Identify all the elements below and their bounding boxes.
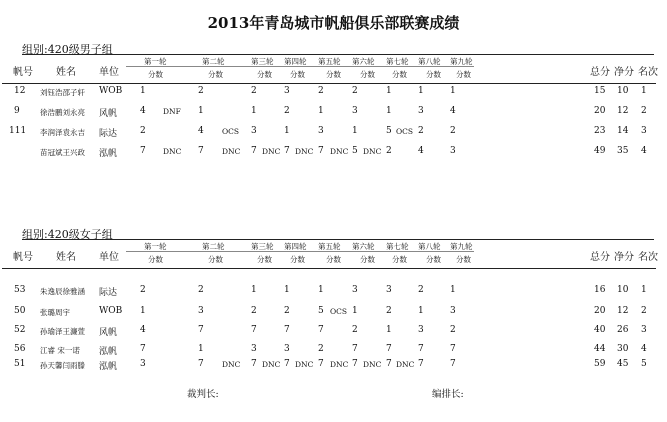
round-8-score: 4	[418, 146, 424, 156]
sailor-names: 徐浩鹏刘永亮	[40, 108, 85, 117]
rank: 5	[641, 359, 647, 369]
round-3-score: 2	[251, 86, 257, 96]
club-unit: 际达	[99, 288, 118, 298]
round-header: 第九轮	[450, 242, 473, 251]
round-4-score: 3	[284, 86, 290, 96]
col-header-total: 总分	[590, 67, 610, 78]
sailor-names: 张璐周宇	[40, 308, 70, 317]
total-score: 20	[594, 106, 606, 116]
round-4-score: 1	[284, 126, 290, 136]
club-unit: WOB	[99, 306, 123, 316]
round-9-score: 3	[450, 146, 456, 156]
round-1-score: 3	[140, 359, 146, 369]
round-2-score: 7	[198, 325, 204, 335]
round-score-label: 分数	[392, 70, 407, 79]
total-score: 49	[594, 146, 606, 156]
sail-number: 52	[14, 325, 26, 335]
group-label: 组别:420级女子组	[22, 228, 113, 241]
round-4-score: 7	[284, 359, 290, 369]
page-title: 2013年青岛城市帆船俱乐部联赛成绩	[207, 14, 460, 32]
sailor-names: 苗冠斌王兴政	[40, 148, 85, 157]
round-6-note: DNC	[363, 147, 382, 156]
round-header: 第三轮	[251, 57, 274, 66]
round-2-score: 7	[198, 359, 204, 369]
round-score-label: 分数	[257, 255, 272, 264]
round-6-score: 2	[352, 325, 358, 335]
round-header: 第五轮	[318, 242, 341, 251]
round-9-score: 2	[450, 126, 456, 136]
round-header: 第八轮	[418, 242, 441, 251]
rank: 3	[641, 325, 647, 335]
round-4-score: 7	[284, 146, 290, 156]
round-header: 第一轮	[144, 242, 167, 251]
round-header: 第六轮	[352, 242, 375, 251]
round-8-score: 1	[418, 86, 424, 96]
round-6-note: DNC	[363, 360, 382, 369]
round-2-score: 1	[198, 344, 204, 354]
sailor-names: 朱逸辰徐雅涵	[40, 287, 85, 296]
round-2-score: 4	[198, 126, 204, 136]
round-score-label: 分数	[148, 255, 163, 264]
round-8-score: 7	[418, 344, 424, 354]
round-9-score: 1	[450, 86, 456, 96]
rank: 4	[641, 146, 647, 156]
round-2-score: 1	[198, 106, 204, 116]
round-6-score: 3	[352, 106, 358, 116]
col-header-sail-no: 帆号	[13, 252, 33, 263]
net-score: 14	[617, 126, 629, 136]
total-score: 15	[594, 86, 606, 96]
round-9-score: 4	[450, 106, 456, 116]
rank: 2	[641, 106, 647, 116]
sail-number: 12	[14, 86, 26, 96]
round-8-score: 1	[418, 306, 424, 316]
col-header-unit: 单位	[99, 252, 119, 263]
round-7-score: 2	[386, 306, 392, 316]
round-score-label: 分数	[360, 70, 375, 79]
round-score-label: 分数	[208, 255, 223, 264]
sailor-names: 孙瑜泽王濂萱	[40, 327, 85, 336]
round-3-score: 2	[251, 306, 257, 316]
total-score: 44	[594, 344, 606, 354]
col-header-total: 总分	[590, 252, 610, 263]
round-header: 第九轮	[450, 57, 473, 66]
total-score: 20	[594, 306, 606, 316]
round-5-score: 1	[318, 285, 324, 295]
round-6-score: 7	[352, 359, 358, 369]
net-score: 10	[617, 285, 629, 295]
round-6-score: 3	[352, 285, 358, 295]
total-score: 23	[594, 126, 606, 136]
club-unit: 泓帆	[99, 347, 118, 357]
round-2-score: 7	[198, 146, 204, 156]
round-3-score: 3	[251, 344, 257, 354]
round-8-score: 2	[418, 285, 424, 295]
rank: 3	[641, 126, 647, 136]
round-5-score: 7	[318, 325, 324, 335]
col-header-net: 净分	[614, 67, 634, 78]
round-7-score: 5	[386, 126, 392, 136]
referee-label: 裁判长:	[187, 389, 219, 400]
rank: 4	[641, 344, 647, 354]
round-2-note: OCS	[222, 127, 240, 136]
round-3-score: 1	[251, 106, 257, 116]
round-9-score: 1	[450, 285, 456, 295]
sailor-names: 江睿 宋一诺	[40, 346, 80, 355]
net-score: 45	[617, 359, 629, 369]
round-header: 第五轮	[318, 57, 341, 66]
club-unit: WOB	[99, 86, 123, 96]
round-3-score: 7	[251, 325, 257, 335]
round-score-label: 分数	[392, 255, 407, 264]
round-score-label: 分数	[456, 70, 471, 79]
round-2-score: 3	[198, 306, 204, 316]
round-score-label: 分数	[360, 255, 375, 264]
round-7-score: 1	[386, 325, 392, 335]
round-header: 第七轮	[386, 242, 409, 251]
round-4-score: 3	[284, 344, 290, 354]
total-score: 16	[594, 285, 606, 295]
round-2-score: 2	[198, 86, 204, 96]
round-score-label: 分数	[148, 70, 163, 79]
round-6-score: 5	[352, 146, 358, 156]
sailor-names: 刘钰浩邵子轩	[40, 88, 85, 97]
col-header-name: 姓名	[56, 67, 76, 78]
round-2-note: DNC	[222, 360, 241, 369]
scheduler-label: 编排长:	[432, 389, 464, 400]
round-1-score: 1	[140, 86, 146, 96]
round-5-score: 2	[318, 344, 324, 354]
round-5-score: 2	[318, 86, 324, 96]
round-7-score: 3	[386, 285, 392, 295]
round-score-label: 分数	[456, 255, 471, 264]
round-score-label: 分数	[290, 255, 305, 264]
round-7-score: 7	[386, 344, 392, 354]
round-score-label: 分数	[290, 70, 305, 79]
round-header: 第四轮	[284, 57, 307, 66]
net-score: 12	[617, 106, 629, 116]
round-6-score: 2	[352, 86, 358, 96]
round-5-note: DNC	[330, 147, 349, 156]
round-1-note: DNF	[163, 107, 181, 116]
group-rule	[22, 239, 654, 240]
round-header-rule	[126, 66, 474, 67]
round-9-score: 3	[450, 306, 456, 316]
round-8-score: 3	[418, 106, 424, 116]
group-label: 组别:420级男子组	[22, 43, 113, 56]
round-4-score: 2	[284, 306, 290, 316]
round-7-score: 7	[386, 359, 392, 369]
round-header: 第二轮	[202, 242, 225, 251]
round-score-label: 分数	[326, 255, 341, 264]
round-5-score: 1	[318, 106, 324, 116]
round-5-score: 7	[318, 359, 324, 369]
round-6-score: 1	[352, 306, 358, 316]
round-8-score: 7	[418, 359, 424, 369]
round-1-score: 7	[140, 344, 146, 354]
round-score-label: 分数	[426, 70, 441, 79]
net-score: 10	[617, 86, 629, 96]
sail-number: 56	[14, 344, 26, 354]
round-header-rule	[126, 251, 474, 252]
round-5-score: 5	[318, 306, 324, 316]
sailor-names: 孙天馨闫雨滕	[40, 361, 85, 370]
rank: 2	[641, 306, 647, 316]
sail-number: 111	[9, 126, 27, 136]
sail-number: 53	[14, 285, 26, 295]
round-4-note: DNC	[295, 360, 314, 369]
round-7-note: OCS	[396, 127, 414, 136]
round-header: 第六轮	[352, 57, 375, 66]
round-1-score: 1	[140, 306, 146, 316]
sail-number: 50	[14, 306, 26, 316]
round-5-note: DNC	[330, 360, 349, 369]
round-9-score: 7	[450, 359, 456, 369]
round-1-score: 4	[140, 325, 146, 335]
total-score: 40	[594, 325, 606, 335]
club-unit: 际达	[99, 129, 118, 139]
round-3-note: DNC	[262, 360, 281, 369]
round-7-score: 1	[386, 86, 392, 96]
club-unit: 风帆	[99, 109, 118, 119]
round-6-score: 1	[352, 126, 358, 136]
round-header: 第二轮	[202, 57, 225, 66]
round-4-score: 2	[284, 106, 290, 116]
col-header-rank: 名次	[638, 252, 658, 263]
round-score-label: 分数	[257, 70, 272, 79]
sail-number: 51	[14, 359, 26, 369]
round-9-score: 7	[450, 344, 456, 354]
round-3-score: 1	[251, 285, 257, 295]
round-1-score: 4	[140, 106, 146, 116]
round-header: 第一轮	[144, 57, 167, 66]
group-rule	[22, 54, 654, 55]
club-unit: 风帆	[99, 328, 118, 338]
round-header: 第八轮	[418, 57, 441, 66]
round-1-score: 2	[140, 285, 146, 295]
round-score-label: 分数	[326, 70, 341, 79]
sail-number: 9	[14, 106, 20, 116]
round-score-label: 分数	[208, 70, 223, 79]
header-bottom-rule	[2, 83, 656, 84]
round-7-note: DNC	[396, 360, 415, 369]
header-bottom-rule	[2, 268, 656, 269]
round-4-score: 7	[284, 325, 290, 335]
col-header-rank: 名次	[638, 67, 658, 78]
col-header-name: 姓名	[56, 252, 76, 263]
net-score: 30	[617, 344, 629, 354]
round-header: 第四轮	[284, 242, 307, 251]
club-unit: 泓帆	[99, 362, 118, 372]
col-header-net: 净分	[614, 252, 634, 263]
round-2-note: DNC	[222, 147, 241, 156]
rank: 1	[641, 86, 647, 96]
round-9-score: 2	[450, 325, 456, 335]
round-3-score: 7	[251, 146, 257, 156]
round-5-note: OCS	[330, 307, 348, 316]
round-7-score: 2	[386, 146, 392, 156]
round-8-score: 2	[418, 126, 424, 136]
net-score: 12	[617, 306, 629, 316]
sailor-names: 李润泽袁永吉	[40, 128, 85, 137]
round-3-score: 7	[251, 359, 257, 369]
round-1-note: DNC	[163, 147, 182, 156]
net-score: 26	[617, 325, 629, 335]
round-5-score: 3	[318, 126, 324, 136]
round-header: 第三轮	[251, 242, 274, 251]
col-header-sail-no: 帆号	[13, 67, 33, 78]
round-8-score: 3	[418, 325, 424, 335]
round-5-score: 7	[318, 146, 324, 156]
col-header-unit: 单位	[99, 67, 119, 78]
round-1-score: 7	[140, 146, 146, 156]
net-score: 35	[617, 146, 629, 156]
rank: 1	[641, 285, 647, 295]
round-header: 第七轮	[386, 57, 409, 66]
round-2-score: 2	[198, 285, 204, 295]
club-unit: 泓帆	[99, 149, 118, 159]
total-score: 59	[594, 359, 606, 369]
round-3-note: DNC	[262, 147, 281, 156]
round-1-score: 2	[140, 126, 146, 136]
round-3-score: 3	[251, 126, 257, 136]
round-4-note: DNC	[295, 147, 314, 156]
round-score-label: 分数	[426, 255, 441, 264]
round-6-score: 7	[352, 344, 358, 354]
round-4-score: 1	[284, 285, 290, 295]
round-7-score: 1	[386, 106, 392, 116]
